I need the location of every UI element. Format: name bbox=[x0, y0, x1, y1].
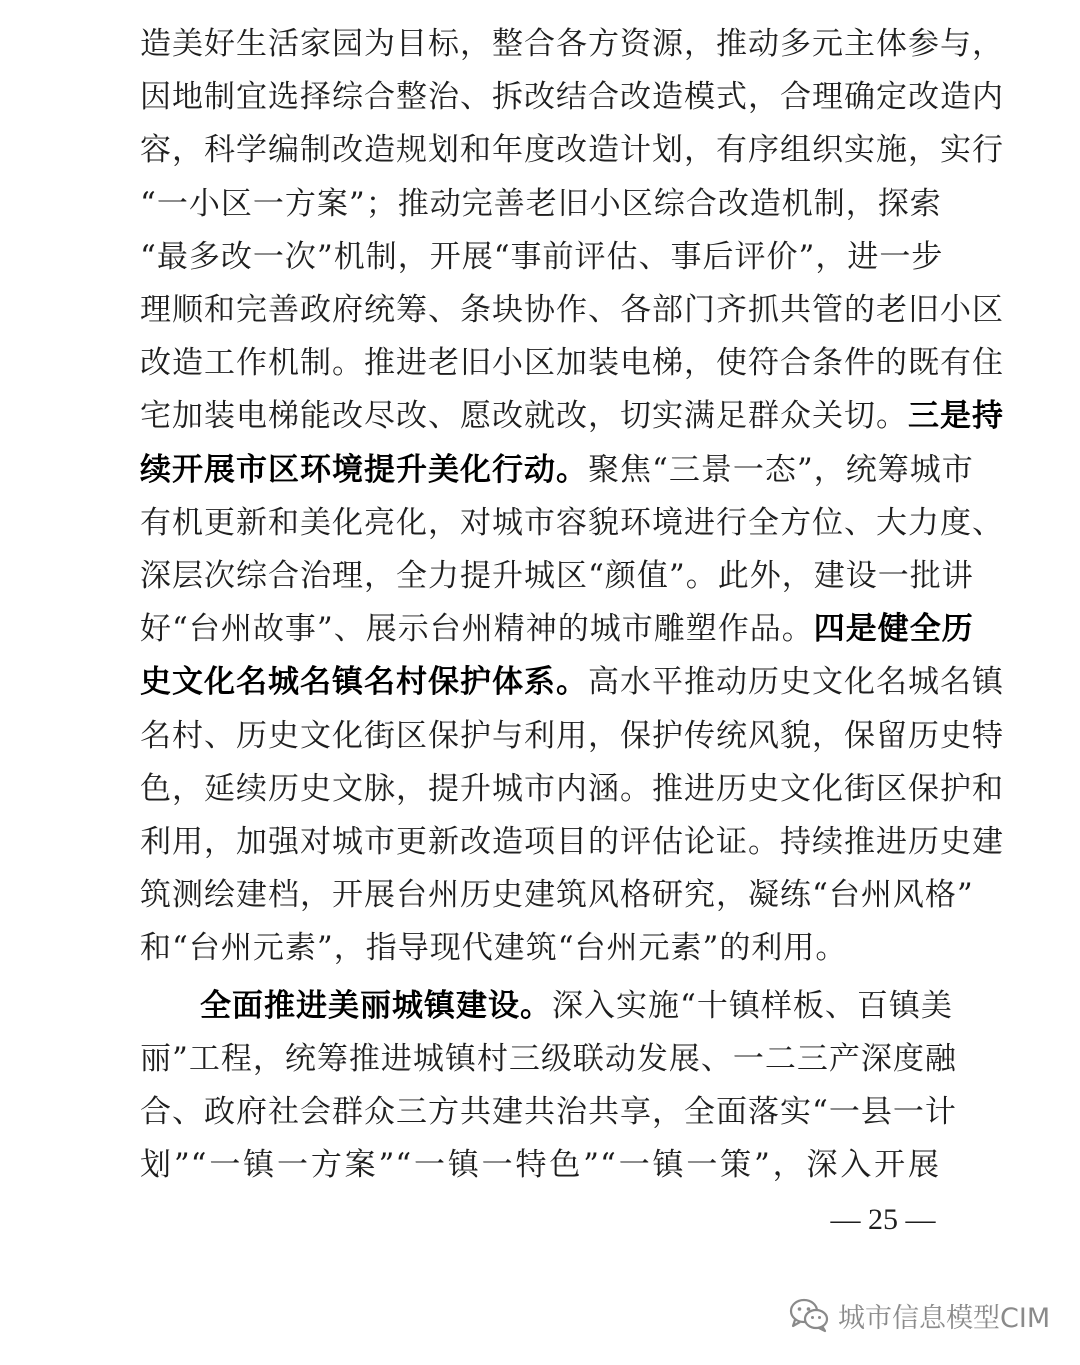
text-segment: 深入实施“十镇样板、百镇美 bbox=[552, 987, 953, 1024]
bold-text-segment: 全面推进美丽城镇建设。 bbox=[200, 987, 552, 1024]
text-segment: 改造工作机制。推进老旧小区加装电梯，使符合条件的既有住 bbox=[140, 345, 1004, 382]
text-line bbox=[140, 763, 1004, 815]
watermark bbox=[788, 1290, 1050, 1340]
text-line bbox=[140, 710, 1004, 762]
text-line bbox=[140, 124, 1004, 176]
text-line bbox=[140, 1033, 957, 1085]
bold-text-segment: 三是持 bbox=[908, 398, 1004, 435]
text-segment: 丽”工程，统筹推进城镇村三级联动发展、一二三产深度融 bbox=[140, 1040, 957, 1077]
text-line bbox=[140, 922, 940, 974]
text-segment: 色，延续历史文脉，提升城市内涵。推进历史文化街区保护和 bbox=[140, 770, 1004, 807]
text-line bbox=[140, 1086, 957, 1138]
text-line bbox=[140, 869, 974, 921]
text-line bbox=[200, 980, 953, 1032]
text-segment: 因地制宜选择综合整治、拆改结合改造模式，合理确定改造内 bbox=[140, 79, 1004, 116]
wechat-icon bbox=[788, 1297, 830, 1333]
text-segment: 好“台州故事”、展示台州精神的城市雕塑作品。 bbox=[140, 611, 814, 648]
text-segment: 有机更新和美化亮化，对城市容貌环境进行全方位、大力度、 bbox=[140, 504, 1004, 541]
text-segment: 筑测绘建档，开展台州历史建筑风格研究，凝练“台州风格” bbox=[140, 877, 974, 914]
text-line bbox=[140, 816, 1004, 868]
bold-text-segment: 续开展市区环境提升美化行动。 bbox=[140, 451, 588, 488]
text-line bbox=[140, 284, 1004, 336]
page-number: — 25 — bbox=[830, 1203, 936, 1236]
text-segment: 造美好生活家园为目标，整合各方资源，推动多元主体参与， bbox=[140, 26, 1004, 62]
text-segment: 聚焦“三景一态”，统筹城市 bbox=[588, 451, 974, 488]
text-line bbox=[140, 390, 1004, 442]
text-segment: “一小区一方案”；推动完善老旧小区综合改造机制，探索 bbox=[140, 185, 942, 222]
text-line bbox=[140, 1139, 940, 1191]
text-segment: 容，科学编制改造规划和年度改造计划，有序组织实施，实行 bbox=[140, 132, 1004, 169]
text-line bbox=[140, 656, 1004, 708]
text-line bbox=[140, 603, 974, 655]
text-segment: 名村、历史文化街区保护与利用，保护传统风貌，保留历史特 bbox=[140, 717, 1004, 754]
bold-text-segment: 四是健全历 bbox=[813, 611, 974, 648]
watermark-text: 城市信息模型CIM bbox=[838, 1302, 1051, 1334]
text-segment: 合、政府社会群众三方共建共治共享，全面落实“一县一计 bbox=[140, 1094, 957, 1130]
text-line bbox=[140, 497, 1004, 549]
text-line bbox=[140, 18, 1004, 70]
text-segment: 高水平推动历史文化名城名镇 bbox=[588, 664, 1004, 701]
text-line bbox=[140, 231, 944, 283]
text-segment: 和“台州元素”，指导现代建筑“台州元素”的利用。 bbox=[140, 930, 848, 967]
text-line bbox=[140, 337, 1004, 389]
text-segment: 利用，加强对城市更新改造项目的评估论证。持续推进历史建 bbox=[140, 824, 1004, 860]
text-segment: “最多改一次”机制，开展“事前评估、事后评价”，进一步 bbox=[140, 238, 944, 275]
text-line bbox=[140, 178, 940, 230]
text-segment: 划”“一镇一方案”“一镇一特色”“一镇一策”，深入开展 bbox=[140, 1147, 940, 1184]
text-line bbox=[140, 71, 1004, 123]
text-segment: 理顺和完善政府统筹、条块协作、各部门齐抓共管的老旧小区 bbox=[140, 292, 1004, 328]
text-line bbox=[140, 550, 974, 602]
text-line bbox=[140, 444, 974, 496]
text-segment: 深层次综合治理，全力提升城区“颜值”。此外，建设一批讲 bbox=[140, 558, 974, 594]
bold-text-segment: 史文化名城名镇名村保护体系。 bbox=[140, 664, 588, 701]
text-segment: 宅加装电梯能改尽改、愿改就改，切实满足群众关切。 bbox=[140, 398, 908, 435]
